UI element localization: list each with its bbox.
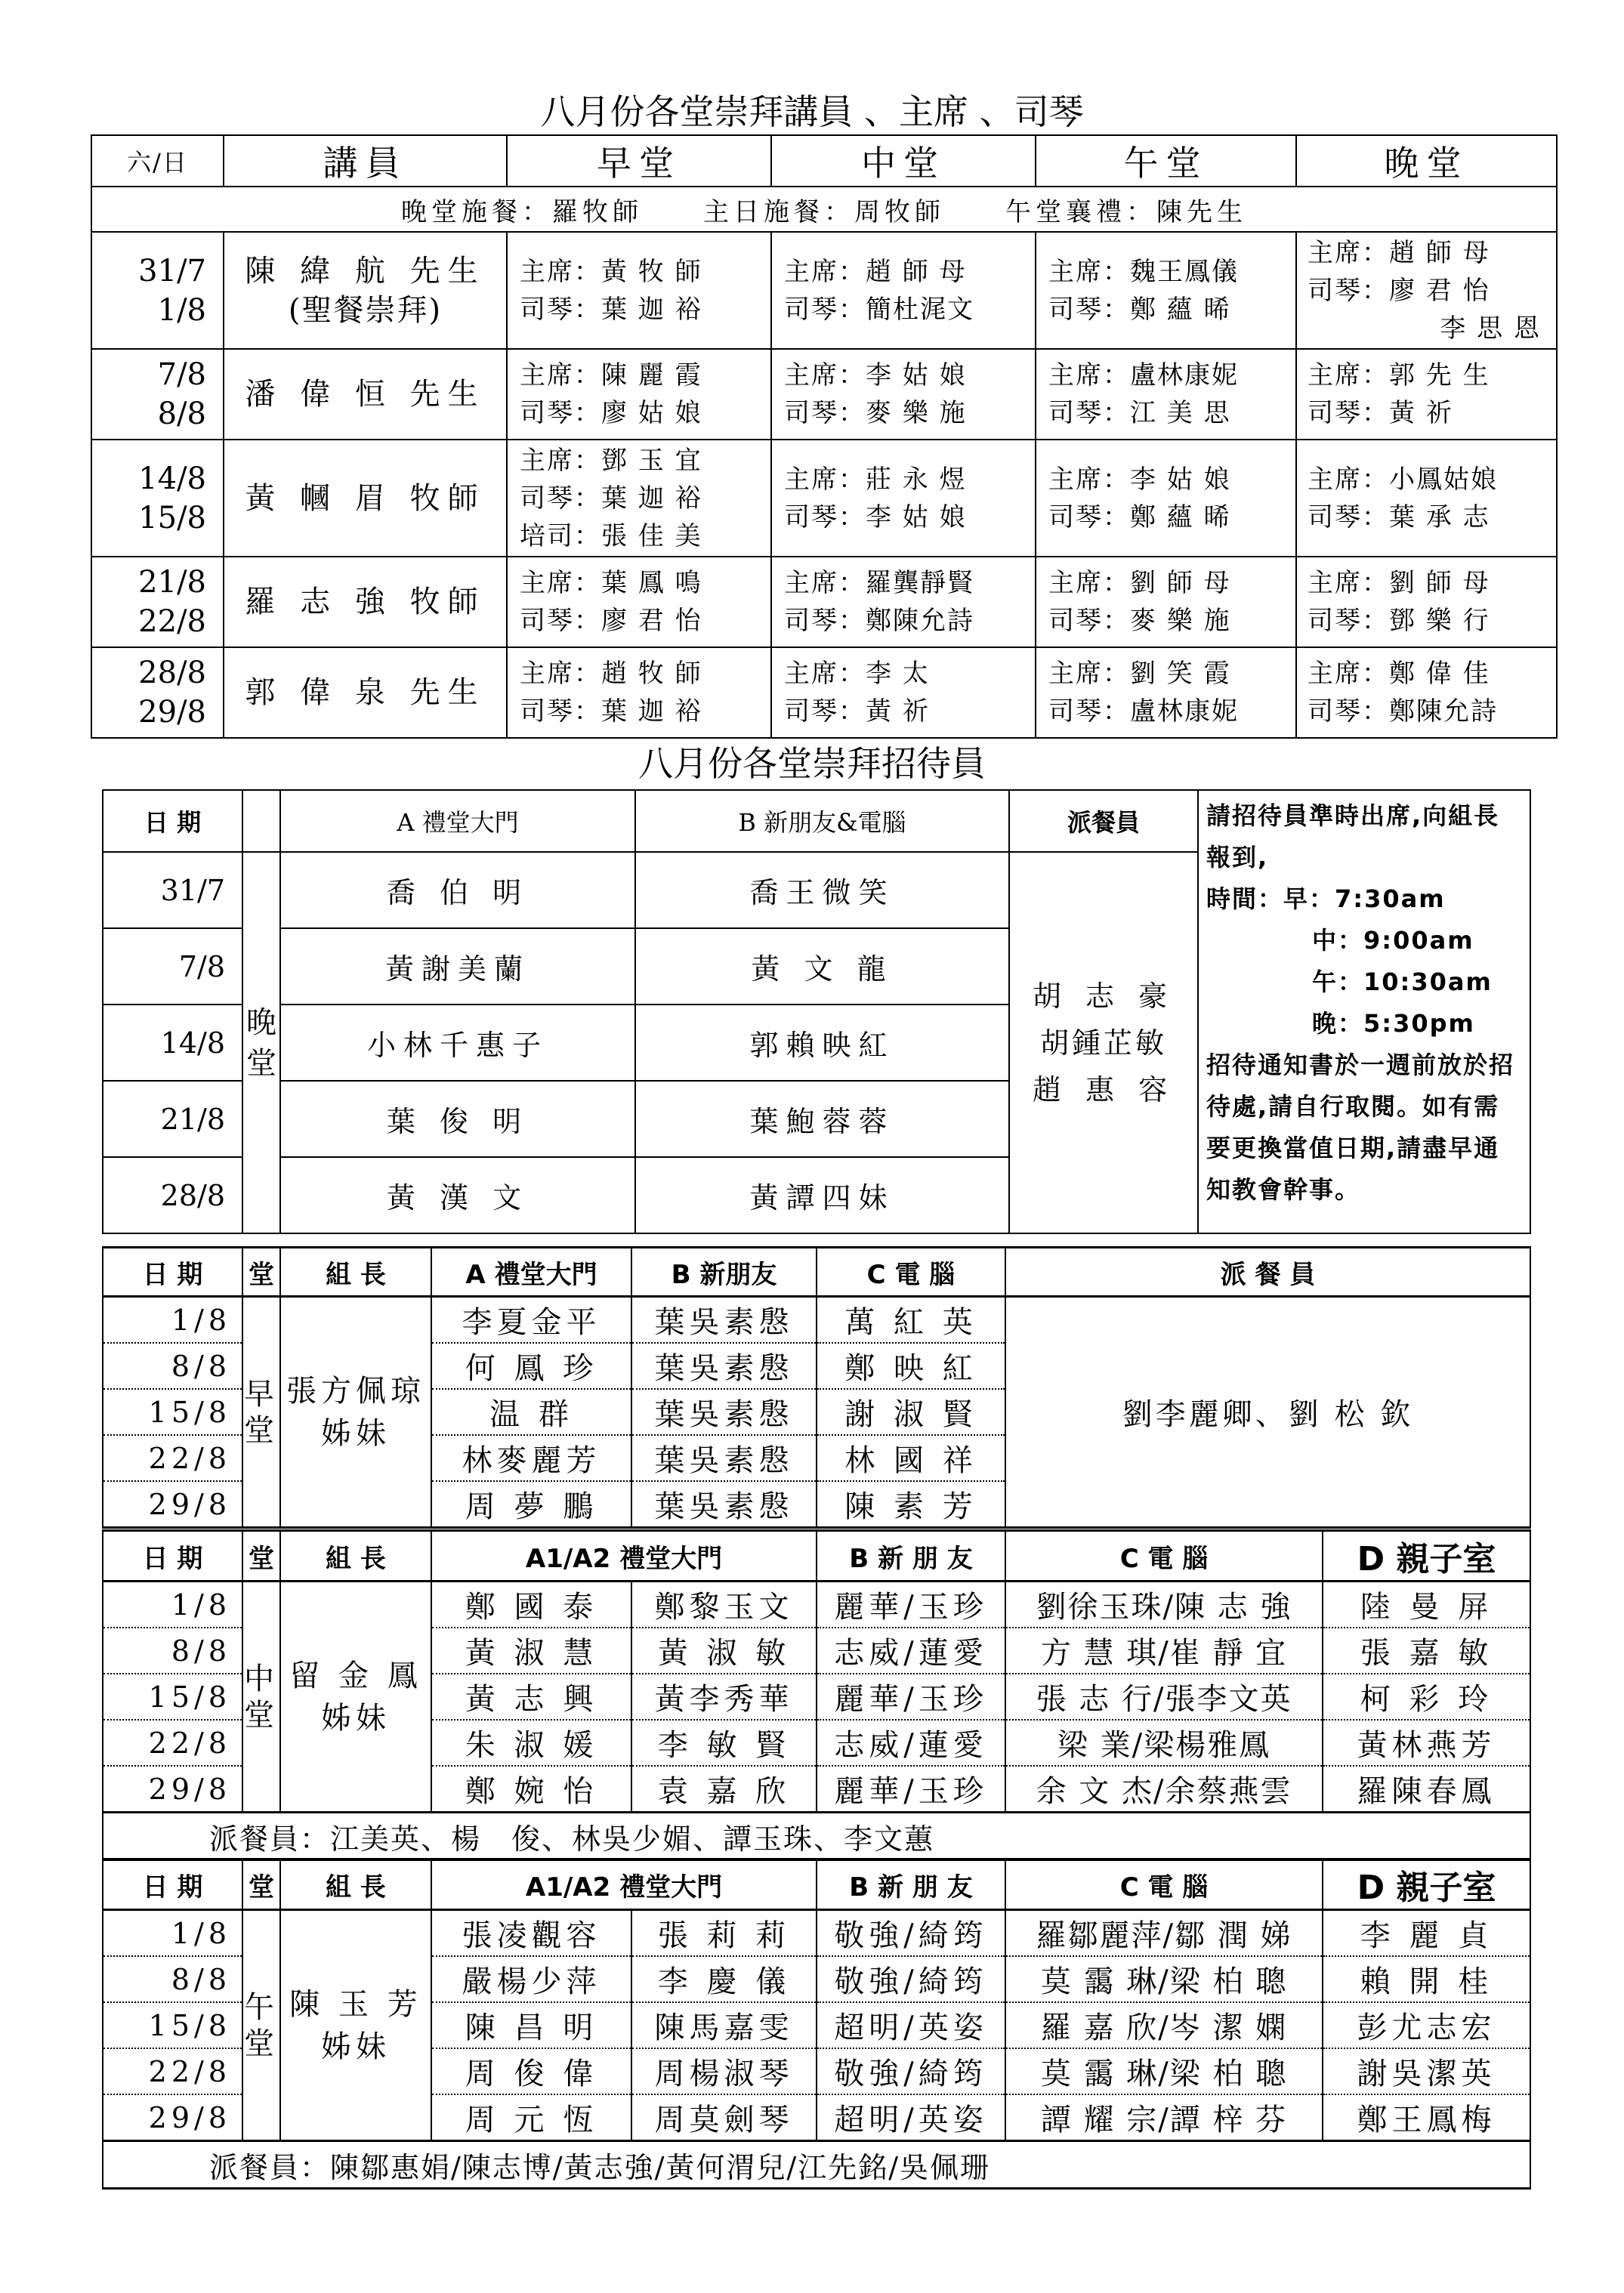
main-door-a2-cell: 黃 淑 敏 [631, 1628, 817, 1674]
service-label: 晚 堂 [242, 852, 280, 1233]
mid-ushers-table [102, 1529, 1531, 1861]
date-cell: 15/8 [103, 1389, 242, 1435]
main-door-a1-cell: 鄭 國 泰 [431, 1582, 631, 1628]
computer-cell: 鄭 映 紅 [817, 1343, 1005, 1389]
header-date: 六/日 [91, 135, 224, 187]
header-service: 堂 [242, 1248, 280, 1297]
computer-cell: 劉徐玉珠/陳 志 強 [1005, 1582, 1323, 1628]
newcomer-cell: 葉吳素慇 [631, 1343, 817, 1389]
computer-cell: 方 慧 琪/崔 靜 宜 [1005, 1628, 1323, 1674]
main-door-a2-cell: 李 慶 儀 [631, 1956, 817, 2002]
main-door-cell: 温 群 [431, 1389, 631, 1435]
table-row [91, 232, 1557, 349]
servers-cell: 劉李麗卿、劉 松 欽 [1005, 1297, 1530, 1528]
header-parent-room: D 親子室 [1323, 1531, 1530, 1582]
service-label: 午 堂 [242, 1910, 280, 2141]
parent-room-cell: 賴 開 桂 [1323, 1956, 1530, 2002]
newcomer-cell: 志威/蓮愛 [817, 1720, 1005, 1766]
header-service: 堂 [242, 1859, 280, 1910]
date-cell: 28/8 [103, 1157, 242, 1233]
evening-cell: 主席：郭 先 生 司琴：黃 祈 [1296, 349, 1557, 440]
mid-cell: 主席：趙 師 母 司琴：簡杜浘文 [771, 232, 1036, 349]
early-cell: 主席：黃 牧 師 司琴：葉 迦 裕 [507, 232, 771, 349]
header-leader: 組 長 [280, 1531, 431, 1582]
parent-room-cell: 陸 曼 屏 [1323, 1582, 1530, 1628]
newcomer-cell: 黃譚四妹 [635, 1157, 1009, 1233]
date-cell: 29/8 [103, 1481, 242, 1528]
date-cell: 31/7 1/8 [91, 232, 224, 349]
main-door-a1-cell: 朱 淑 媛 [431, 1720, 631, 1766]
header-noon: 午堂 [1036, 135, 1296, 187]
main-door-cell: 黃 漢 文 [280, 1157, 635, 1233]
main-door-a1-cell: 陳 昌 明 [431, 2002, 631, 2048]
date-cell: 8/8 [103, 1628, 242, 1674]
date-cell: 29/8 [103, 1766, 242, 1813]
header-date: 日 期 [103, 790, 242, 852]
computer-cell: 莫 靄 琳/梁 柏 聰 [1005, 1956, 1323, 2002]
newcomer-cell: 敬強/綺筠 [817, 1956, 1005, 2002]
date-cell: 21/8 [103, 1081, 242, 1157]
main-door-a2-cell: 周莫劍琴 [631, 2094, 817, 2141]
date-cell: 15/8 [103, 1674, 242, 1720]
newcomer-cell: 志威/蓮愛 [817, 1628, 1005, 1674]
parent-room-cell: 張 嘉 敏 [1323, 1628, 1530, 1674]
table-row [91, 557, 1557, 647]
parent-room-cell: 謝吳潔英 [1323, 2048, 1530, 2094]
main-door-a1-cell: 黃 淑 慧 [431, 1628, 631, 1674]
computer-cell: 余 文 杰/余蔡燕雲 [1005, 1766, 1323, 1813]
main-door-a2-cell: 張 莉 莉 [631, 1910, 817, 1957]
parent-room-cell: 彭尤志宏 [1323, 2002, 1530, 2048]
newcomer-cell: 葉吳素慇 [631, 1435, 817, 1481]
early-ushers-table [102, 1246, 1531, 1529]
newcomer-cell: 黃 文 龍 [635, 928, 1009, 1005]
speaker-cell: 陳 緯 航 先生 (聖餐崇拜) [224, 232, 507, 349]
usher-notice: 請招待員準時出席,向組長報到, 時間：早：7:30am 中：9:00am 午：10:30am 晚：5:30pm 招待通知書於一週前放於招待處,請自行取閱。如有需要更換當值日期,請盡早通知教會幹事。 [1198, 790, 1530, 1233]
service-label: 早 堂 [242, 1297, 280, 1528]
date-cell: 7/8 [103, 928, 242, 1005]
noon-cell: 主席：盧林康妮 司琴：江 美 思 [1036, 349, 1296, 440]
newcomer-cell: 葉鮑蓉蓉 [635, 1081, 1009, 1157]
early-cell: 主席：陳 麗 霞 司琴：廖 姑 娘 [507, 349, 771, 440]
header-main-door: A1/A2 禮堂大門 [431, 1859, 817, 1910]
speaker-cell: 黃 幗 眉 牧師 [224, 440, 507, 557]
date-cell: 22/8 [103, 1435, 242, 1481]
date-cell: 31/7 [103, 852, 242, 928]
leader-cell: 陳 玉 芳 姊妹 [280, 1910, 431, 2141]
header-leader: 組 長 [280, 1248, 431, 1297]
computer-cell: 林 國 祥 [817, 1435, 1005, 1481]
speaker-cell: 潘 偉 恒 先生 [224, 349, 507, 440]
date-cell: 22/8 [103, 2048, 242, 2094]
parent-room-cell: 鄭王鳳梅 [1323, 2094, 1530, 2141]
main-door-a1-cell: 嚴楊少萍 [431, 1956, 631, 2002]
header-servers: 派 餐 員 [1005, 1248, 1530, 1297]
main-door-a2-cell: 黃李秀華 [631, 1674, 817, 1720]
date-cell: 22/8 [103, 1720, 242, 1766]
header-main-door: A 禮堂大門 [431, 1248, 631, 1297]
main-door-cell: 何 鳳 珍 [431, 1343, 631, 1389]
header-evening: 晚堂 [1296, 135, 1557, 187]
header-main-door: A1/A2 禮堂大門 [431, 1531, 817, 1582]
header-early: 早堂 [507, 135, 771, 187]
header-servers: 派餐員 [1009, 790, 1198, 852]
computer-cell: 謝 淑 賢 [817, 1389, 1005, 1435]
date-cell: 14/8 [103, 1005, 242, 1081]
main-door-a2-cell: 陳馬嘉雯 [631, 2002, 817, 2048]
date-cell: 21/8 22/8 [91, 557, 224, 647]
speaker-cell: 郭 偉 泉 先生 [224, 647, 507, 738]
computer-cell: 陳 素 芳 [817, 1481, 1005, 1528]
header-newcomer: B 新朋友 [631, 1248, 817, 1297]
early-cell: 主席：葉 鳳 鳴 司琴：廖 君 怡 [507, 557, 771, 647]
newcomer-cell: 麗華/玉珍 [817, 1766, 1005, 1813]
main-door-a1-cell: 黃 志 興 [431, 1674, 631, 1720]
meal-notice: 晚堂施餐：羅牧師 主日施餐：周牧師 午堂襄禮：陳先生 [91, 187, 1557, 232]
computer-cell: 梁 業/梁楊雅鳳 [1005, 1720, 1323, 1766]
computer-cell: 羅鄒麗萍/鄒 潤 娣 [1005, 1910, 1323, 1957]
header-date: 日 期 [103, 1531, 242, 1582]
computer-cell: 萬 紅 英 [817, 1297, 1005, 1344]
noon-cell: 主席：劉 笑 霞 司琴：盧林康妮 [1036, 647, 1296, 738]
date-cell: 28/8 29/8 [91, 647, 224, 738]
date-cell: 1/8 [103, 1297, 242, 1344]
noon-servers-footer: 派餐員：陳鄒惠娟/陳志博/黃志強/黃何渭兒/江先銘/吳佩珊 [103, 2141, 1530, 2189]
table-row [91, 349, 1557, 440]
main-door-cell: 葉 俊 明 [280, 1081, 635, 1157]
computer-cell: 羅 嘉 欣/岑 潔 嫻 [1005, 2002, 1323, 2048]
parent-room-cell: 柯 彩 玲 [1323, 1674, 1530, 1720]
header-main-door: A 禮堂大門 [280, 790, 635, 852]
newcomer-cell: 麗華/玉珍 [817, 1674, 1005, 1720]
leader-cell: 留 金 鳳 姊妹 [280, 1582, 431, 1813]
mid-cell: 主席：羅龔靜賢 司琴：鄭陳允詩 [771, 557, 1036, 647]
parent-room-cell: 黃林燕芳 [1323, 1720, 1530, 1766]
noon-cell: 主席：魏王鳳儀 司琴：鄭 蘊 晞 [1036, 232, 1296, 349]
speaker-cell: 羅 志 強 牧師 [224, 557, 507, 647]
header-leader: 組 長 [280, 1859, 431, 1910]
date-cell: 8/8 [103, 1956, 242, 2002]
main-door-a1-cell: 周 元 恆 [431, 2094, 631, 2141]
header-newcomer: B 新朋友&電腦 [635, 790, 1009, 852]
main-door-a2-cell: 袁 嘉 欣 [631, 1766, 817, 1813]
evening-cell: 主席：劉 師 母 司琴：鄧 樂 行 [1296, 557, 1557, 647]
header-computer: C 電 腦 [1005, 1531, 1323, 1582]
date-cell: 29/8 [103, 2094, 242, 2141]
newcomer-cell: 麗華/玉珍 [817, 1582, 1005, 1628]
newcomer-cell: 喬王微笑 [635, 852, 1009, 928]
header-speaker: 講員 [224, 135, 507, 187]
main-door-a2-cell: 周楊淑琴 [631, 2048, 817, 2094]
main-door-a1-cell: 周 俊 偉 [431, 2048, 631, 2094]
newcomer-cell: 超明/英姿 [817, 2094, 1005, 2141]
main-door-a1-cell: 張凌觀容 [431, 1910, 631, 1957]
newcomer-cell: 敬強/綺筠 [817, 1910, 1005, 1957]
main-door-cell: 周 夢 鵬 [431, 1481, 631, 1528]
header-blank [242, 790, 280, 852]
main-door-cell: 李夏金平 [431, 1297, 631, 1344]
date-cell: 15/8 [103, 2002, 242, 2048]
noon-ushers-table [102, 1858, 1531, 2190]
newcomer-cell: 葉吳素慇 [631, 1481, 817, 1528]
main-door-cell: 林麥麗芳 [431, 1435, 631, 1481]
speakers-table [91, 134, 1558, 739]
header-parent-room: D 親子室 [1323, 1859, 1530, 1910]
noon-cell: 主席：劉 師 母 司琴：麥 樂 施 [1036, 557, 1296, 647]
main-door-cell: 黃謝美蘭 [280, 928, 635, 1005]
evening-cell: 主席：小鳳姑娘 司琴：葉 承 志 [1296, 440, 1557, 557]
header-newcomer: B 新 朋 友 [817, 1531, 1005, 1582]
mid-cell: 主席：李 太 司琴：黃 祈 [771, 647, 1036, 738]
computer-cell: 張 志 行/張李文英 [1005, 1674, 1323, 1720]
noon-cell: 主席：李 姑 娘 司琴：鄭 蘊 晞 [1036, 440, 1296, 557]
newcomer-cell: 郭賴映紅 [635, 1005, 1009, 1081]
header-mid: 中堂 [771, 135, 1036, 187]
newcomer-cell: 敬強/綺筠 [817, 2048, 1005, 2094]
ushers-title: 八月份各堂崇拜招待員 [638, 743, 986, 784]
mid-cell: 主席：李 姑 娘 司琴：麥 樂 施 [771, 349, 1036, 440]
computer-cell: 譚 耀 宗/譚 梓 芬 [1005, 2094, 1323, 2141]
parent-room-cell: 羅陳春鳳 [1323, 1766, 1530, 1813]
main-door-a2-cell: 李 敏 賢 [631, 1720, 817, 1766]
table-row [91, 440, 1557, 557]
header-computer: C 電 腦 [817, 1248, 1005, 1297]
mid-cell: 主席：莊 永 煜 司琴：李 姑 娘 [771, 440, 1036, 557]
evening-ushers-table [102, 789, 1531, 1234]
newcomer-cell: 超明/英姿 [817, 2002, 1005, 2048]
mid-servers-footer: 派餐員：江美英、楊 俊、林吳少媚、譚玉珠、李文蕙 [103, 1813, 1530, 1860]
service-label: 中 堂 [242, 1582, 280, 1813]
parent-room-cell: 李 麗 貞 [1323, 1910, 1530, 1957]
date-cell: 1/8 [103, 1910, 242, 1957]
evening-cell: 主席：鄭 偉 佳 司琴：鄭陳允詩 [1296, 647, 1557, 738]
header-date: 日 期 [103, 1859, 242, 1910]
header-computer: C 電 腦 [1005, 1859, 1323, 1910]
computer-cell: 莫 靄 琳/梁 柏 聰 [1005, 2048, 1323, 2094]
newcomer-cell: 葉吳素慇 [631, 1389, 817, 1435]
early-cell: 主席：趙 牧 師 司琴：葉 迦 裕 [507, 647, 771, 738]
date-cell: 7/8 8/8 [91, 349, 224, 440]
leader-cell: 張方佩琼 姊妹 [280, 1297, 431, 1528]
newcomer-cell: 葉吳素慇 [631, 1297, 817, 1344]
date-cell: 1/8 [103, 1582, 242, 1628]
speakers-title: 八月份各堂崇拜講員 、主席 、司琴 [540, 91, 1084, 132]
servers-cell: 胡 志 豪 胡鍾芷敏 趙 惠 容 [1009, 852, 1198, 1233]
main-door-cell: 小林千惠子 [280, 1005, 635, 1081]
table-row [91, 647, 1557, 738]
date-cell: 14/8 15/8 [91, 440, 224, 557]
main-door-a1-cell: 鄭 婉 怡 [431, 1766, 631, 1813]
date-cell: 8/8 [103, 1343, 242, 1389]
header-date: 日 期 [103, 1248, 242, 1297]
main-door-cell: 喬 伯 明 [280, 852, 635, 928]
header-newcomer: B 新 朋 友 [817, 1859, 1005, 1910]
main-door-a2-cell: 鄭黎玉文 [631, 1582, 817, 1628]
evening-cell: 主席：趙 師 母 司琴：廖 君 怡 李 思 恩 [1296, 232, 1557, 349]
early-cell: 主席：鄧 玉 宜 司琴：葉 迦 裕 培司：張 佳 美 [507, 440, 771, 557]
header-service: 堂 [242, 1531, 280, 1582]
